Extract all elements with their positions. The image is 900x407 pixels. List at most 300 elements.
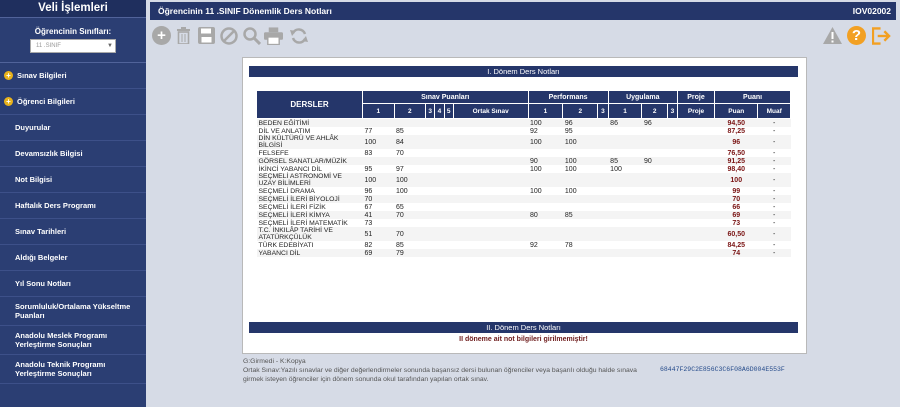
application-score <box>667 127 677 135</box>
performance-score <box>563 227 598 241</box>
application-score: 96 <box>642 119 667 128</box>
exam-score: 77 <box>364 127 373 135</box>
project-score <box>677 195 714 203</box>
table-row <box>257 119 791 128</box>
course-name: SEÇMELİ İLERİ BİYOLOJİ <box>257 195 363 203</box>
exam-score <box>444 157 453 165</box>
performance-score <box>563 219 598 227</box>
table-row <box>257 173 791 187</box>
exempt-flag: - <box>773 241 776 249</box>
exam-score: 85 <box>396 127 404 135</box>
subcol-header: 4 <box>435 104 444 119</box>
application-score <box>642 149 667 157</box>
performance-score <box>528 195 563 203</box>
application-score <box>608 219 642 227</box>
performance-score <box>598 227 608 241</box>
project-score <box>677 135 714 149</box>
exempt-flag: - <box>758 157 791 165</box>
project-score <box>677 219 714 227</box>
sidebar <box>0 0 146 407</box>
col-puani: Puanı <box>715 91 791 104</box>
performance-score: 100 <box>530 165 542 173</box>
application-score <box>667 119 677 128</box>
sidebar-item[interactable] <box>0 89 146 115</box>
table-row <box>257 127 791 135</box>
search-icon[interactable] <box>242 26 261 45</box>
course-grade: 91,25 <box>715 157 758 165</box>
table-row <box>257 157 791 165</box>
performance-score: 95 <box>564 127 573 135</box>
course-grade: 100 <box>715 173 758 187</box>
application-score <box>667 249 677 257</box>
exam-score: 83 <box>364 149 373 157</box>
exam-score <box>426 195 435 203</box>
course-grade: 70 <box>715 195 758 203</box>
subcol-header: 5 <box>444 104 453 119</box>
exam-score <box>453 135 528 149</box>
course-name: İKİNCİ YABANCI DİL <box>258 165 323 173</box>
performance-score <box>598 241 608 249</box>
help-icon[interactable]: ? <box>847 26 866 45</box>
exam-score <box>426 211 435 219</box>
plus-circle-icon: + <box>4 71 13 80</box>
sidebar-item[interactable] <box>0 326 146 355</box>
project-score <box>677 173 714 187</box>
course-name: DİN KÜLTÜRÜ VE AHLÂK BİLGİSİ <box>257 135 363 149</box>
toolbar <box>150 22 896 48</box>
exam-score <box>435 241 444 249</box>
exam-score <box>394 119 426 128</box>
exam-score <box>444 173 453 187</box>
col-performans: Performans <box>528 91 608 104</box>
chevron-down-icon: ▼ <box>107 43 113 49</box>
exit-icon[interactable] <box>872 26 891 45</box>
sidebar-item[interactable] <box>0 141 146 167</box>
application-score <box>667 241 677 249</box>
performance-score <box>528 149 563 157</box>
exam-score <box>426 149 435 157</box>
exam-score <box>426 249 435 257</box>
application-score <box>642 127 667 135</box>
course-name: T.C. İNKILÂP TARİHİ VE ATATÜRKÇÜLÜK <box>257 227 363 241</box>
sidebar-item-label: Sınav Tarihleri <box>15 227 67 236</box>
col-proje: Proje <box>677 91 714 104</box>
exam-score: 65 <box>396 203 404 211</box>
performance-score <box>598 249 608 257</box>
application-score <box>642 165 667 173</box>
performance-score <box>598 157 608 165</box>
application-score <box>667 203 677 211</box>
exam-score: 97 <box>396 165 404 173</box>
subcol-header: 1 <box>528 104 563 119</box>
application-score <box>667 211 677 219</box>
project-score <box>677 249 714 257</box>
exam-score: 70 <box>363 195 395 203</box>
subcol-header: 1 <box>608 104 642 119</box>
class-select[interactable] <box>30 39 116 53</box>
exam-score <box>435 187 444 195</box>
exam-score: 51 <box>363 227 395 241</box>
exam-score <box>435 119 444 128</box>
add-icon[interactable]: + <box>152 26 171 45</box>
exam-score <box>435 195 444 203</box>
exam-score: 100 <box>394 173 426 187</box>
application-score <box>667 195 677 203</box>
exam-score <box>453 203 528 211</box>
performance-score: 90 <box>528 157 563 165</box>
term2-title: II. Dönem Ders Notları <box>249 322 798 333</box>
cancel-icon[interactable] <box>219 26 238 45</box>
performance-score <box>563 203 598 211</box>
exempt-flag: - <box>773 165 776 173</box>
application-score <box>642 195 667 203</box>
exam-score: 84 <box>394 135 426 149</box>
delete-icon[interactable] <box>174 26 193 45</box>
exam-score <box>453 219 528 227</box>
subcol-header: 1 <box>363 104 395 119</box>
exam-score: 69 <box>363 249 395 257</box>
application-score <box>608 135 642 149</box>
footer-notes <box>243 357 653 384</box>
sidebar-item-label: Devamsızlık Bilgisi <box>15 149 83 158</box>
sidebar-item-label: Duyurular <box>15 123 51 132</box>
exam-score <box>435 149 444 157</box>
exam-score <box>444 149 453 157</box>
application-score <box>608 249 642 257</box>
course-grade: 74 <box>715 249 758 257</box>
table-row <box>257 187 791 195</box>
exam-score <box>453 173 528 187</box>
legend-note: G:Girmedi - K:Kopya <box>243 358 306 365</box>
application-score <box>642 203 667 211</box>
performance-score: 92 <box>530 241 538 249</box>
application-score: 90 <box>642 157 667 165</box>
exam-score: 79 <box>394 249 426 257</box>
application-score <box>667 135 677 149</box>
performance-score <box>598 135 608 149</box>
application-score <box>642 249 667 257</box>
subcol-header: Proje <box>677 104 714 119</box>
application-score <box>608 187 642 195</box>
grades-panel <box>242 57 807 354</box>
course-grade: 66 <box>732 203 741 211</box>
performance-score <box>598 173 608 187</box>
sidebar-item[interactable] <box>0 167 146 193</box>
performance-score: 100 <box>530 187 542 195</box>
exam-score: 85 <box>396 241 404 249</box>
sidebar-item-label: Anadolu Meslek Programı Yerleştirme Sonuçları <box>15 331 108 349</box>
sidebar-item[interactable] <box>0 271 146 297</box>
performance-score <box>528 219 563 227</box>
project-score <box>677 165 714 173</box>
exam-score <box>444 211 453 219</box>
exam-score <box>444 119 453 128</box>
exempt-flag: - <box>758 227 791 241</box>
exam-score <box>444 195 453 203</box>
exam-score: 67 <box>364 203 373 211</box>
exam-score <box>394 195 426 203</box>
performance-score <box>563 249 598 257</box>
application-score <box>608 227 642 241</box>
exam-score <box>444 249 453 257</box>
performance-score <box>598 203 608 211</box>
table-row <box>257 195 791 203</box>
sidebar-item[interactable] <box>0 115 146 141</box>
performance-score <box>563 173 598 187</box>
exempt-flag: - <box>773 127 776 135</box>
performance-score <box>563 195 598 203</box>
term2-message: II döneme ait not bilgileri girilmemiştir! <box>459 336 588 343</box>
table-row <box>257 211 791 219</box>
course-grade: 87,25 <box>727 127 746 135</box>
exempt-flag: - <box>758 195 791 203</box>
subcol-header: 2 <box>642 104 667 119</box>
exam-score <box>453 127 528 135</box>
class-select-value: 11 .SINIF <box>36 43 61 49</box>
exam-score <box>453 157 528 165</box>
table-row <box>257 227 791 241</box>
course-name: SEÇMELİ DRAMA <box>258 187 315 195</box>
project-score <box>677 149 714 157</box>
performance-score: 80 <box>528 211 563 219</box>
application-score <box>642 173 667 187</box>
performance-score: 100 <box>564 165 577 173</box>
exam-score <box>394 157 426 165</box>
performance-score <box>598 165 608 173</box>
subcol-header: 2 <box>394 104 426 119</box>
performance-score <box>598 187 608 195</box>
performance-score: 100 <box>563 157 598 165</box>
performance-score: 92 <box>530 127 538 135</box>
exam-score: 70 <box>396 149 404 157</box>
exam-score <box>435 157 444 165</box>
table-row <box>257 219 791 227</box>
exam-score <box>435 135 444 149</box>
table-row <box>257 165 791 173</box>
sidebar-item-label: Anadolu Teknik Programı Yerleştirme Sonuçları <box>15 360 106 378</box>
course-grade: 94,50 <box>715 119 758 128</box>
exam-score: 100 <box>363 135 395 149</box>
performance-score <box>598 127 608 135</box>
exam-score <box>435 219 444 227</box>
exam-score <box>426 157 435 165</box>
sidebar-item[interactable] <box>0 193 146 219</box>
exam-score: 100 <box>363 173 395 187</box>
exam-score <box>444 127 453 135</box>
application-score <box>608 173 642 187</box>
exam-score: 70 <box>394 211 426 219</box>
course-name: DİL VE ANLATIM <box>258 127 311 135</box>
application-score <box>667 187 677 195</box>
exempt-flag: - <box>773 149 776 157</box>
performance-score: 78 <box>564 241 573 249</box>
exempt-flag: - <box>773 187 776 195</box>
performance-score <box>598 211 608 219</box>
project-score <box>677 211 714 219</box>
col-sinav: Sınav Puanları <box>363 91 529 104</box>
exam-score <box>426 227 435 241</box>
exam-score <box>426 241 435 249</box>
project-score <box>677 203 714 211</box>
sidebar-item[interactable] <box>0 355 146 384</box>
exam-score <box>444 135 453 149</box>
exam-score <box>435 173 444 187</box>
exam-score <box>444 165 453 173</box>
exam-score <box>426 219 435 227</box>
sidebar-item-label: Aldığı Belgeler <box>15 253 68 262</box>
performance-score: 100 <box>564 187 577 195</box>
application-score <box>608 127 642 135</box>
course-name: YABANCI DİL <box>257 249 363 257</box>
plus-circle-icon: + <box>4 97 13 106</box>
subcol-header: 3 <box>598 104 608 119</box>
project-score <box>677 157 714 165</box>
save-icon[interactable] <box>197 26 216 45</box>
subcol-header: Ortak Sınav <box>453 104 528 119</box>
exam-score <box>453 241 528 249</box>
exam-score <box>453 165 528 173</box>
exam-score: 96 <box>364 187 373 195</box>
col-uygulama: Uygulama <box>608 91 677 104</box>
exam-score <box>394 219 426 227</box>
performance-score: 96 <box>563 119 598 128</box>
performance-score <box>598 149 608 157</box>
performance-score: 85 <box>563 211 598 219</box>
col-dersler: DERSLER <box>257 91 363 119</box>
application-score <box>667 165 677 173</box>
course-grade: 99 <box>732 187 741 195</box>
exam-score <box>435 203 444 211</box>
course-grade: 69 <box>715 211 758 219</box>
course-name: SEÇMELİ İLERİ MATEMATİK <box>258 219 348 227</box>
exam-score <box>444 187 453 195</box>
subcol-header: 3 <box>667 104 677 119</box>
exam-score <box>435 165 444 173</box>
print-icon[interactable] <box>264 26 283 45</box>
exam-score <box>444 227 453 241</box>
exam-score: 100 <box>396 187 408 195</box>
exempt-flag: - <box>758 211 791 219</box>
table-row <box>257 135 791 149</box>
exam-score: 41 <box>363 211 395 219</box>
sidebar-item-label: Öğrenci Bilgileri <box>17 97 75 106</box>
table-row <box>257 203 791 211</box>
performance-score <box>598 119 608 128</box>
application-score <box>642 187 667 195</box>
exempt-flag: - <box>773 219 776 227</box>
project-score <box>677 187 714 195</box>
course-name: GÖRSEL SANATLAR/MÜZİK <box>257 157 363 165</box>
application-score <box>667 157 677 165</box>
exam-score <box>453 149 528 157</box>
course-grade: 98,40 <box>727 165 746 173</box>
exam-score <box>435 249 444 257</box>
course-name: SEÇMELİ İLERİ FİZİK <box>258 203 326 211</box>
exam-score <box>444 219 453 227</box>
performance-score <box>598 219 608 227</box>
performance-score <box>528 203 563 211</box>
exam-score <box>453 187 528 195</box>
application-score: 85 <box>608 157 642 165</box>
exam-score <box>426 127 435 135</box>
course-name: FELSEFE <box>258 149 289 157</box>
sidebar-title: Veli İşlemleri <box>0 0 146 18</box>
performance-score <box>528 249 563 257</box>
application-score <box>667 149 677 157</box>
application-score <box>608 203 642 211</box>
exam-score <box>435 227 444 241</box>
table-row <box>257 149 791 157</box>
exempt-flag: - <box>758 135 791 149</box>
page-title: Öğrencinin 11 .SINIF Dönemlik Ders Notları <box>158 6 332 16</box>
page-code: IOV02002 <box>852 6 891 16</box>
exam-score: 73 <box>364 219 373 227</box>
application-score: 86 <box>608 119 642 128</box>
sidebar-item-label: Not Bilgisi <box>15 175 53 184</box>
exam-score <box>453 211 528 219</box>
warning-icon[interactable] <box>823 26 842 45</box>
sidebar-item[interactable] <box>0 63 146 89</box>
application-score <box>642 135 667 149</box>
project-score <box>677 241 714 249</box>
exam-score <box>453 119 528 128</box>
application-score <box>608 211 642 219</box>
refresh-icon[interactable] <box>289 26 308 45</box>
application-score <box>642 219 667 227</box>
application-score <box>667 227 677 241</box>
exempt-flag: - <box>758 173 791 187</box>
course-name: SEÇMELİ İLERİ KİMYA <box>257 211 363 219</box>
application-score <box>667 219 677 227</box>
sidebar-menu <box>0 63 146 384</box>
exam-score <box>426 135 435 149</box>
exam-score: 82 <box>364 241 373 249</box>
page-header <box>150 2 896 20</box>
application-score <box>642 241 667 249</box>
sidebar-item[interactable] <box>0 245 146 271</box>
course-grade: 60,50 <box>715 227 758 241</box>
course-grade: 84,25 <box>727 241 746 249</box>
course-grade: 76,50 <box>727 149 746 157</box>
sidebar-item[interactable] <box>0 219 146 245</box>
exam-score <box>444 203 453 211</box>
exam-score <box>453 249 528 257</box>
exam-score <box>426 173 435 187</box>
ortak-sinav-note: Ortak Sınav:Yazılı sınavlar ve diğer değerlendirmeler sonunda başarısız dersi bulunan öğrenciler veya başarılı olduğu halde sınava girmek isteyen öğrenciler için dönem sonunda okul tarafından yapılan ortak sınav. <box>243 367 637 383</box>
course-name: TÜRK EDEBİYATI <box>258 241 314 249</box>
application-score <box>667 173 677 187</box>
class-select-label: Öğrencinin Sınıfları: <box>34 27 112 36</box>
sidebar-item-label: Haftalık Ders Programı <box>15 201 96 210</box>
sidebar-item[interactable] <box>0 297 146 326</box>
course-name: SEÇMELİ ASTRONOMİ VE UZAY BİLİMLERİ <box>257 173 363 187</box>
performance-score <box>528 227 563 241</box>
exam-score <box>426 119 435 128</box>
application-score <box>642 227 667 241</box>
term1-title: I. Dönem Ders Notları <box>249 66 798 77</box>
performance-score: 100 <box>563 135 598 149</box>
subcol-header: Muaf <box>758 104 791 119</box>
performance-score: 100 <box>528 135 563 149</box>
application-score <box>642 211 667 219</box>
exam-score <box>453 195 528 203</box>
project-score <box>677 119 714 128</box>
performance-score <box>563 149 598 157</box>
performance-score: 100 <box>528 119 563 128</box>
exam-score <box>453 227 528 241</box>
performance-score <box>598 195 608 203</box>
grades-table <box>256 90 791 257</box>
